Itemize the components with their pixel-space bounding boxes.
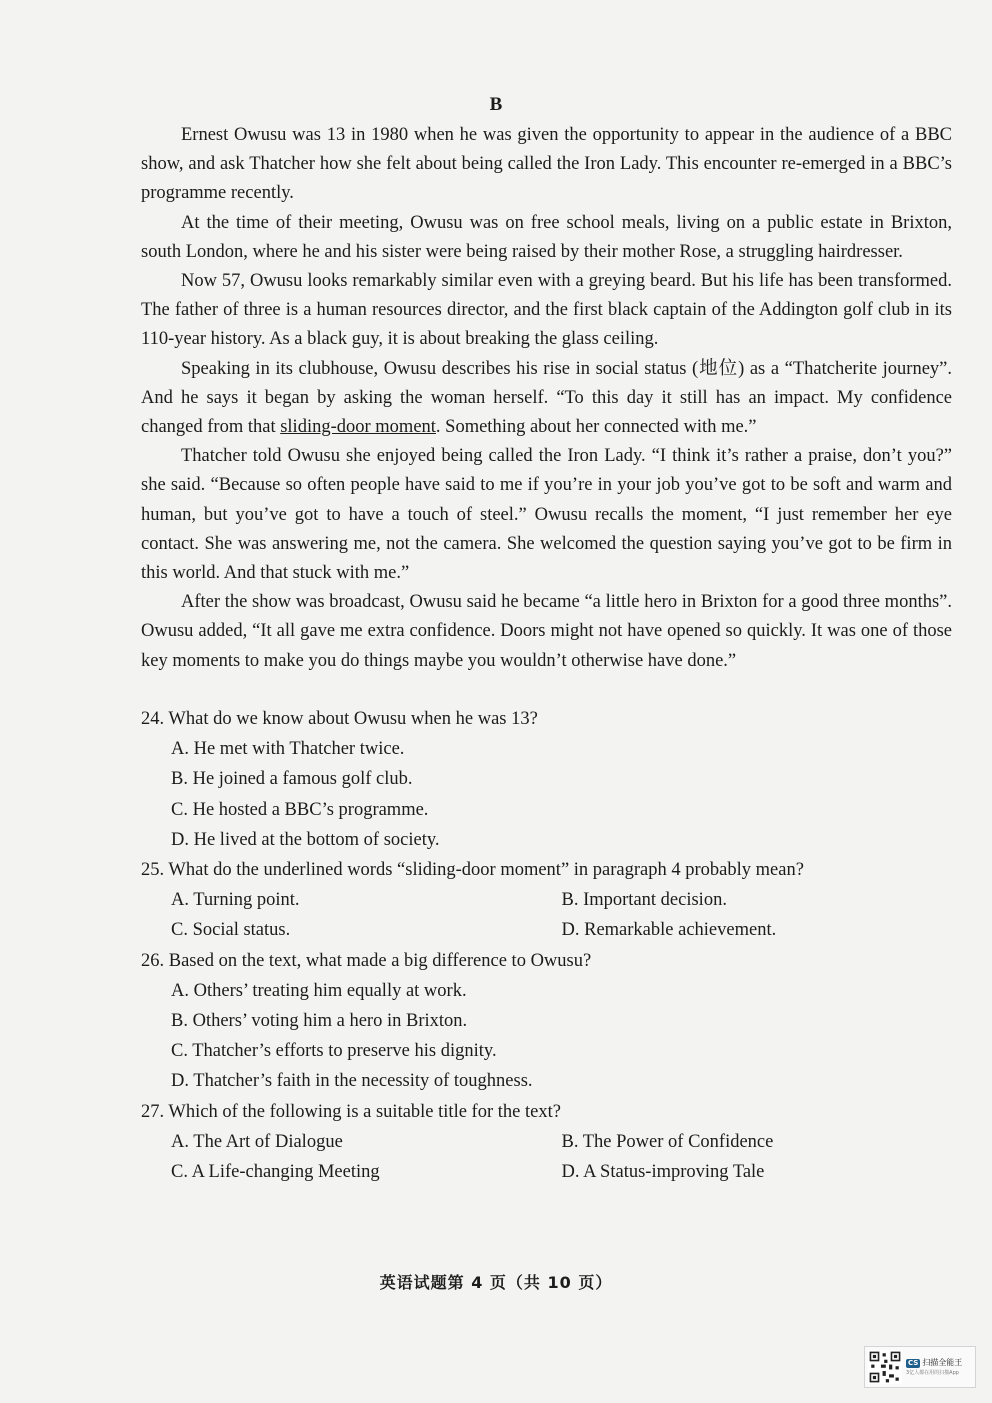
question-stem: 27. Which of the following is a suitable title for the text?: [141, 1101, 561, 1122]
option-c: C. A Life-changing Meeting: [171, 1162, 380, 1183]
option-d: D. He lived at the bottom of society.: [171, 829, 440, 850]
page-footer: 英语试题第 4 页（共 10 页）: [379, 1273, 613, 1292]
question-27: [141, 1097, 952, 1188]
reading-passage: [141, 121, 952, 676]
option-d: D. Remarkable achievement.: [561, 920, 777, 941]
section-label: B: [489, 94, 503, 115]
cs-logo-icon: CS: [908, 1358, 919, 1367]
paragraph-1: Ernest Owusu was 13 in 1980 when he was given the opportunity to appear in the audience of a BBC show, and ask Thatcher how she felt about being called the Iron Lady. This encounter re-emerged in a BBC’s programme recently.: [141, 125, 952, 204]
option-row: [171, 1127, 952, 1157]
option-d: D. Thatcher’s faith in the necessity of toughness.: [171, 1071, 533, 1092]
option-c: C. Thatcher’s efforts to preserve his dignity.: [171, 1041, 497, 1062]
question-stem: 25. What do the underlined words “sliding-door moment” in paragraph 4 probably mean?: [141, 860, 804, 881]
scanner-watermark: [864, 1346, 976, 1388]
option-c: C. Social status.: [171, 920, 291, 941]
option-d: D. A Status-improving Tale: [561, 1162, 765, 1183]
option-a: A. Others’ treating him equally at work.: [171, 980, 467, 1001]
question-24: [141, 704, 952, 855]
option-row: [171, 915, 952, 945]
question-26: [141, 946, 952, 1097]
question-25: [141, 855, 952, 946]
watermark-text: [906, 1359, 962, 1376]
option-b: B. The Power of Confidence: [561, 1131, 774, 1152]
paragraph-4: [141, 355, 952, 443]
watermark-brand: [906, 1359, 962, 1368]
paragraph-4-text-before: Speaking in its clubhouse, Owusu describes his rise in social status (地位) as a “Thatcherite journey”. And he says it began by asking the woman herself. “To this day it still has an impact. My confidence changed from that: [141, 358, 952, 438]
option-row: [171, 1157, 952, 1187]
watermark-tagline: 3亿人都在用的扫描App: [906, 1369, 959, 1376]
paragraph-6: After the show was broadcast, Owusu said he became “a little hero in Brixton for a good three months”. Owusu added, “It all gave me extra confidence. Doors might not have opened so quickly. It was one of those key moments to make you do things maybe you wouldn’t otherwise have done.”: [141, 592, 952, 671]
option-a: A. He met with Thatcher twice.: [171, 739, 405, 760]
paragraph-4-text-after: . Something about her connected with me.”: [435, 417, 757, 438]
underlined-phrase: sliding-door moment: [280, 417, 436, 438]
paragraph-3: Now 57, Owusu looks remarkably similar even with a greying beard. But his life has been transformed. The father of three is a human resources director, and the first black captain of the Addington golf club in its 110-year history. As a black guy, it is about breaking the glass ceiling.: [141, 271, 952, 350]
question-list: [141, 704, 952, 1187]
option-b: B. Others’ voting him a hero in Brixton.: [171, 1011, 468, 1032]
option-row: [171, 885, 952, 915]
option-b: B. Important decision.: [561, 890, 727, 911]
option-c: C. He hosted a BBC’s programme.: [171, 799, 429, 820]
option-a: A. The Art of Dialogue: [171, 1131, 343, 1152]
option-a: A. Turning point.: [171, 890, 300, 911]
qr-code-icon: [868, 1350, 902, 1384]
brand-name: 扫描全能王: [922, 1358, 963, 1367]
question-stem: 26. Based on the text, what made a big difference to Owusu?: [141, 950, 592, 971]
paragraph-2: At the time of their meeting, Owusu was on free school meals, living on a public estate in Brixton, south London, where he and his sister were being raised by their mother Rose, a struggling hairdresser.: [141, 212, 952, 262]
paragraph-5: Thatcher told Owusu she enjoyed being called the Iron Lady. “I think it’s rather a praise, don’t you?” she said. “Because so often people have said to me if you’re in your job you’ve got to be soft and warm and human, but you’ve got to have a touch of steel.” Owusu recalls the moment, “I just remember her eye contact. She was answering me, not the camera. She welcomed the question saying you’ve got to be firm in this world. And that stuck with me.”: [141, 446, 952, 584]
question-stem: 24. What do we know about Owusu when he was 13?: [141, 709, 538, 729]
option-b: B. He joined a famous golf club.: [171, 769, 413, 790]
